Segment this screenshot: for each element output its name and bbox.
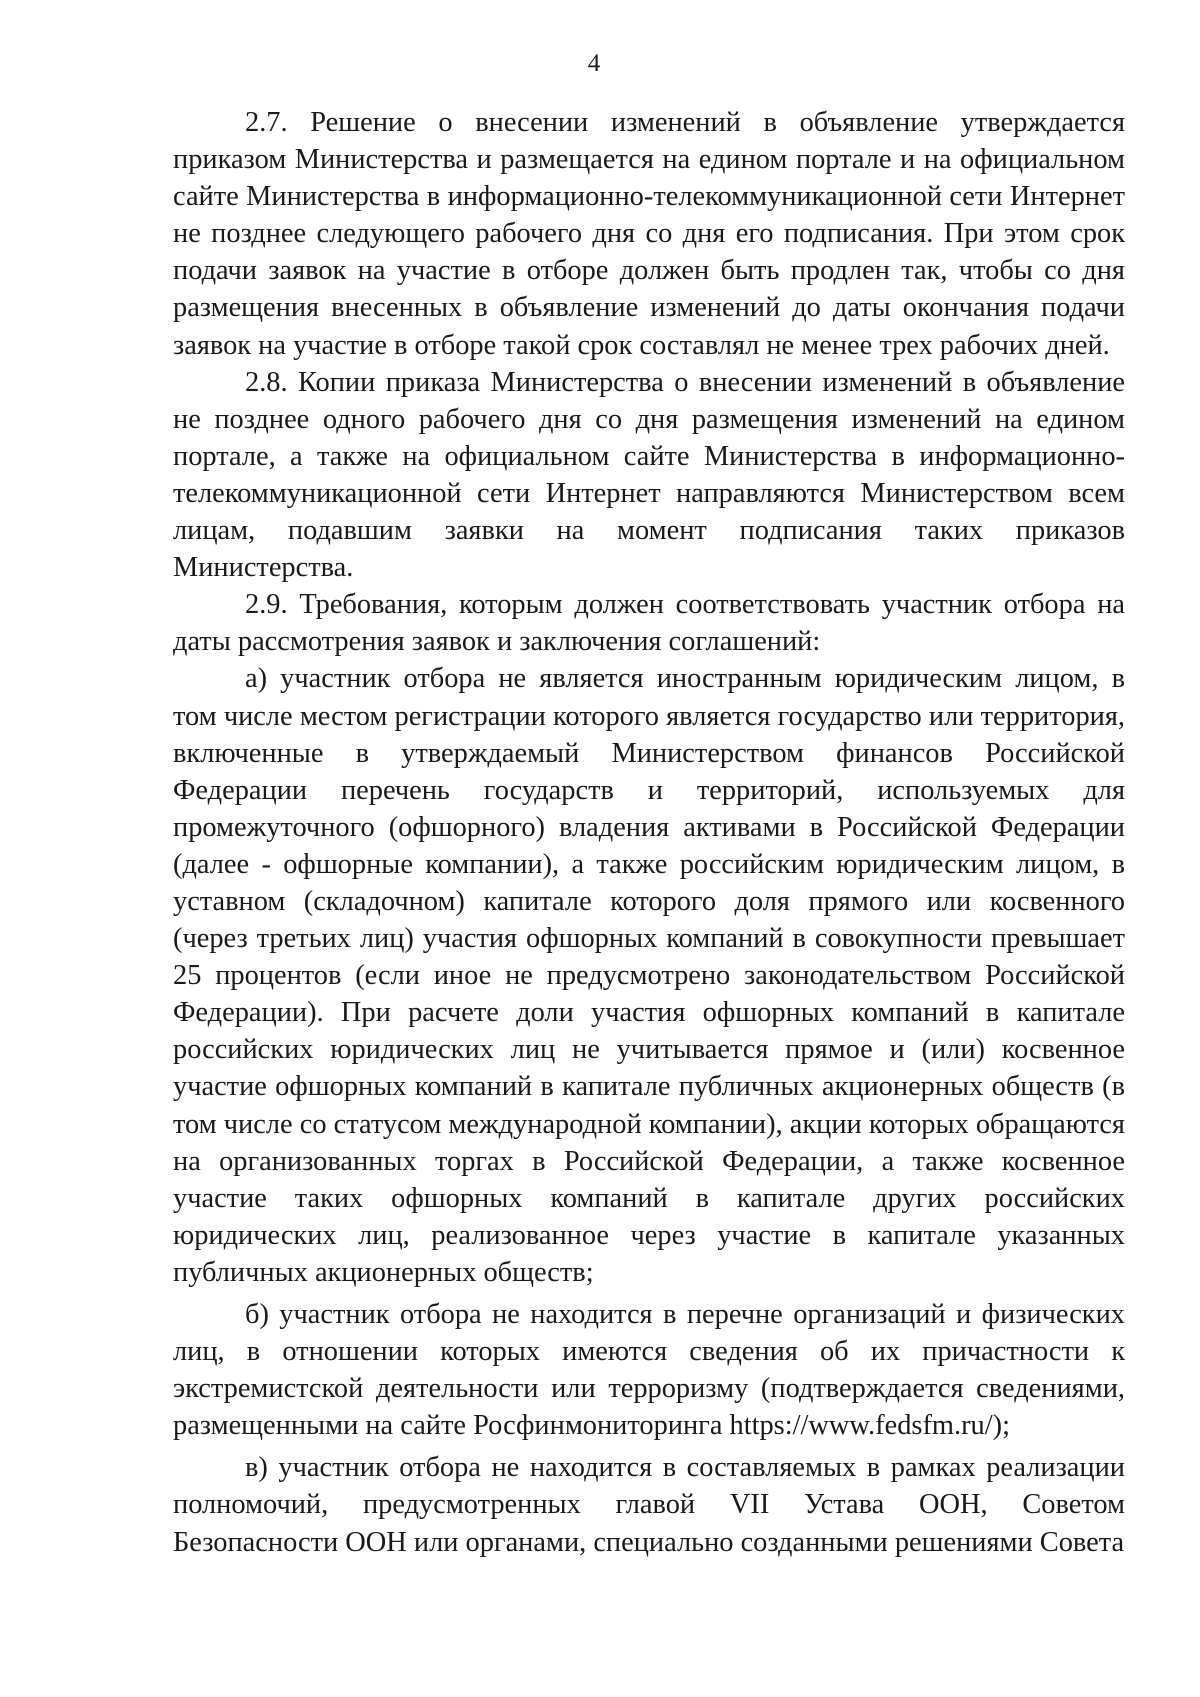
paragraph-2-9-b: б) участник отбора не находится в перечне организаций и физических лиц, в отношении которых имеются сведения об их причастности к экстремистской деятельности или терроризму (подтверждается сведениями, размещенными на сайте Росфинмониторинга https://www.fedsfm.ru/); bbox=[173, 1299, 1125, 1442]
paragraph-2-8: 2.8. Копии приказа Министерства о внесении изменений в объявление не позднее одного рабочего дня со дня размещения изменений на едином портале, а также на официальном сайте Министерства в информационно-телекоммуникационной сети Интернет направляются Министерством всем лицам, подавшим заявки на момент подписания таких приказов Министерства. bbox=[173, 366, 1125, 584]
paragraph-2-9-a: а) участник отбора не является иностранным юридическим лицом, в том числе местом регистрации которого является государство или территория, включенные в утверждаемый Министерством финансов Российской Федерации перечень государств и территорий, используемых для промежуточного (офшорного) владения активами в Российской Федерации (далее - офшорные компании), а также российским юридическим лицом, в уставном (складочном) капитале которого доля прямого или косвенного (через третьих лиц) участия офшорных компаний в совокупности превышает 25 процентов (если иное не предусмотрено законодательством Российской Федерации). При расчете доли участия офшорных компаний в капитале российских юридических лиц не учитывается прямое и (или) косвенное участие офшорных компаний в капитале публичных акционерных обществ (в том числе со статусом международной компании), акции которых обращаются на организованных торгах в Российской Федерации, а также косвенное участие таких офшорных компаний в капитале других российских юридических лиц, реализованное через участие в капитале указанных публичных акционерных обществ; bbox=[173, 663, 1125, 1288]
document-body bbox=[173, 104, 1125, 1561]
paragraph-2-9-v: в) участник отбора не находится в составляемых в рамках реализации полномочий, предусмотренных главой VII Устава ООН, Советом Безопасности ООН или органами, специально созданными решениями Совета bbox=[173, 1452, 1125, 1558]
page-number: 4 bbox=[587, 50, 601, 77]
paragraph-2-7: 2.7. Решение о внесении изменений в объявление утверждается приказом Министерства и размещается на едином портале и на официальном сайте Министерства в информационно-телекоммуникационной сети Интернет не позднее следующего рабочего дня со дня его подписания. При этом срок подачи заявок на участие в отборе должен быть продлен так, чтобы со дня размещения внесенных в объявление изменений до даты окончания подачи заявок на участие в отборе такой срок составлял не менее трех рабочих дней. bbox=[173, 107, 1125, 361]
paragraph-2-9: 2.9. Требования, которым должен соответствовать участник отбора на даты рассмотрения заявок и заключения соглашений: bbox=[173, 589, 1125, 658]
